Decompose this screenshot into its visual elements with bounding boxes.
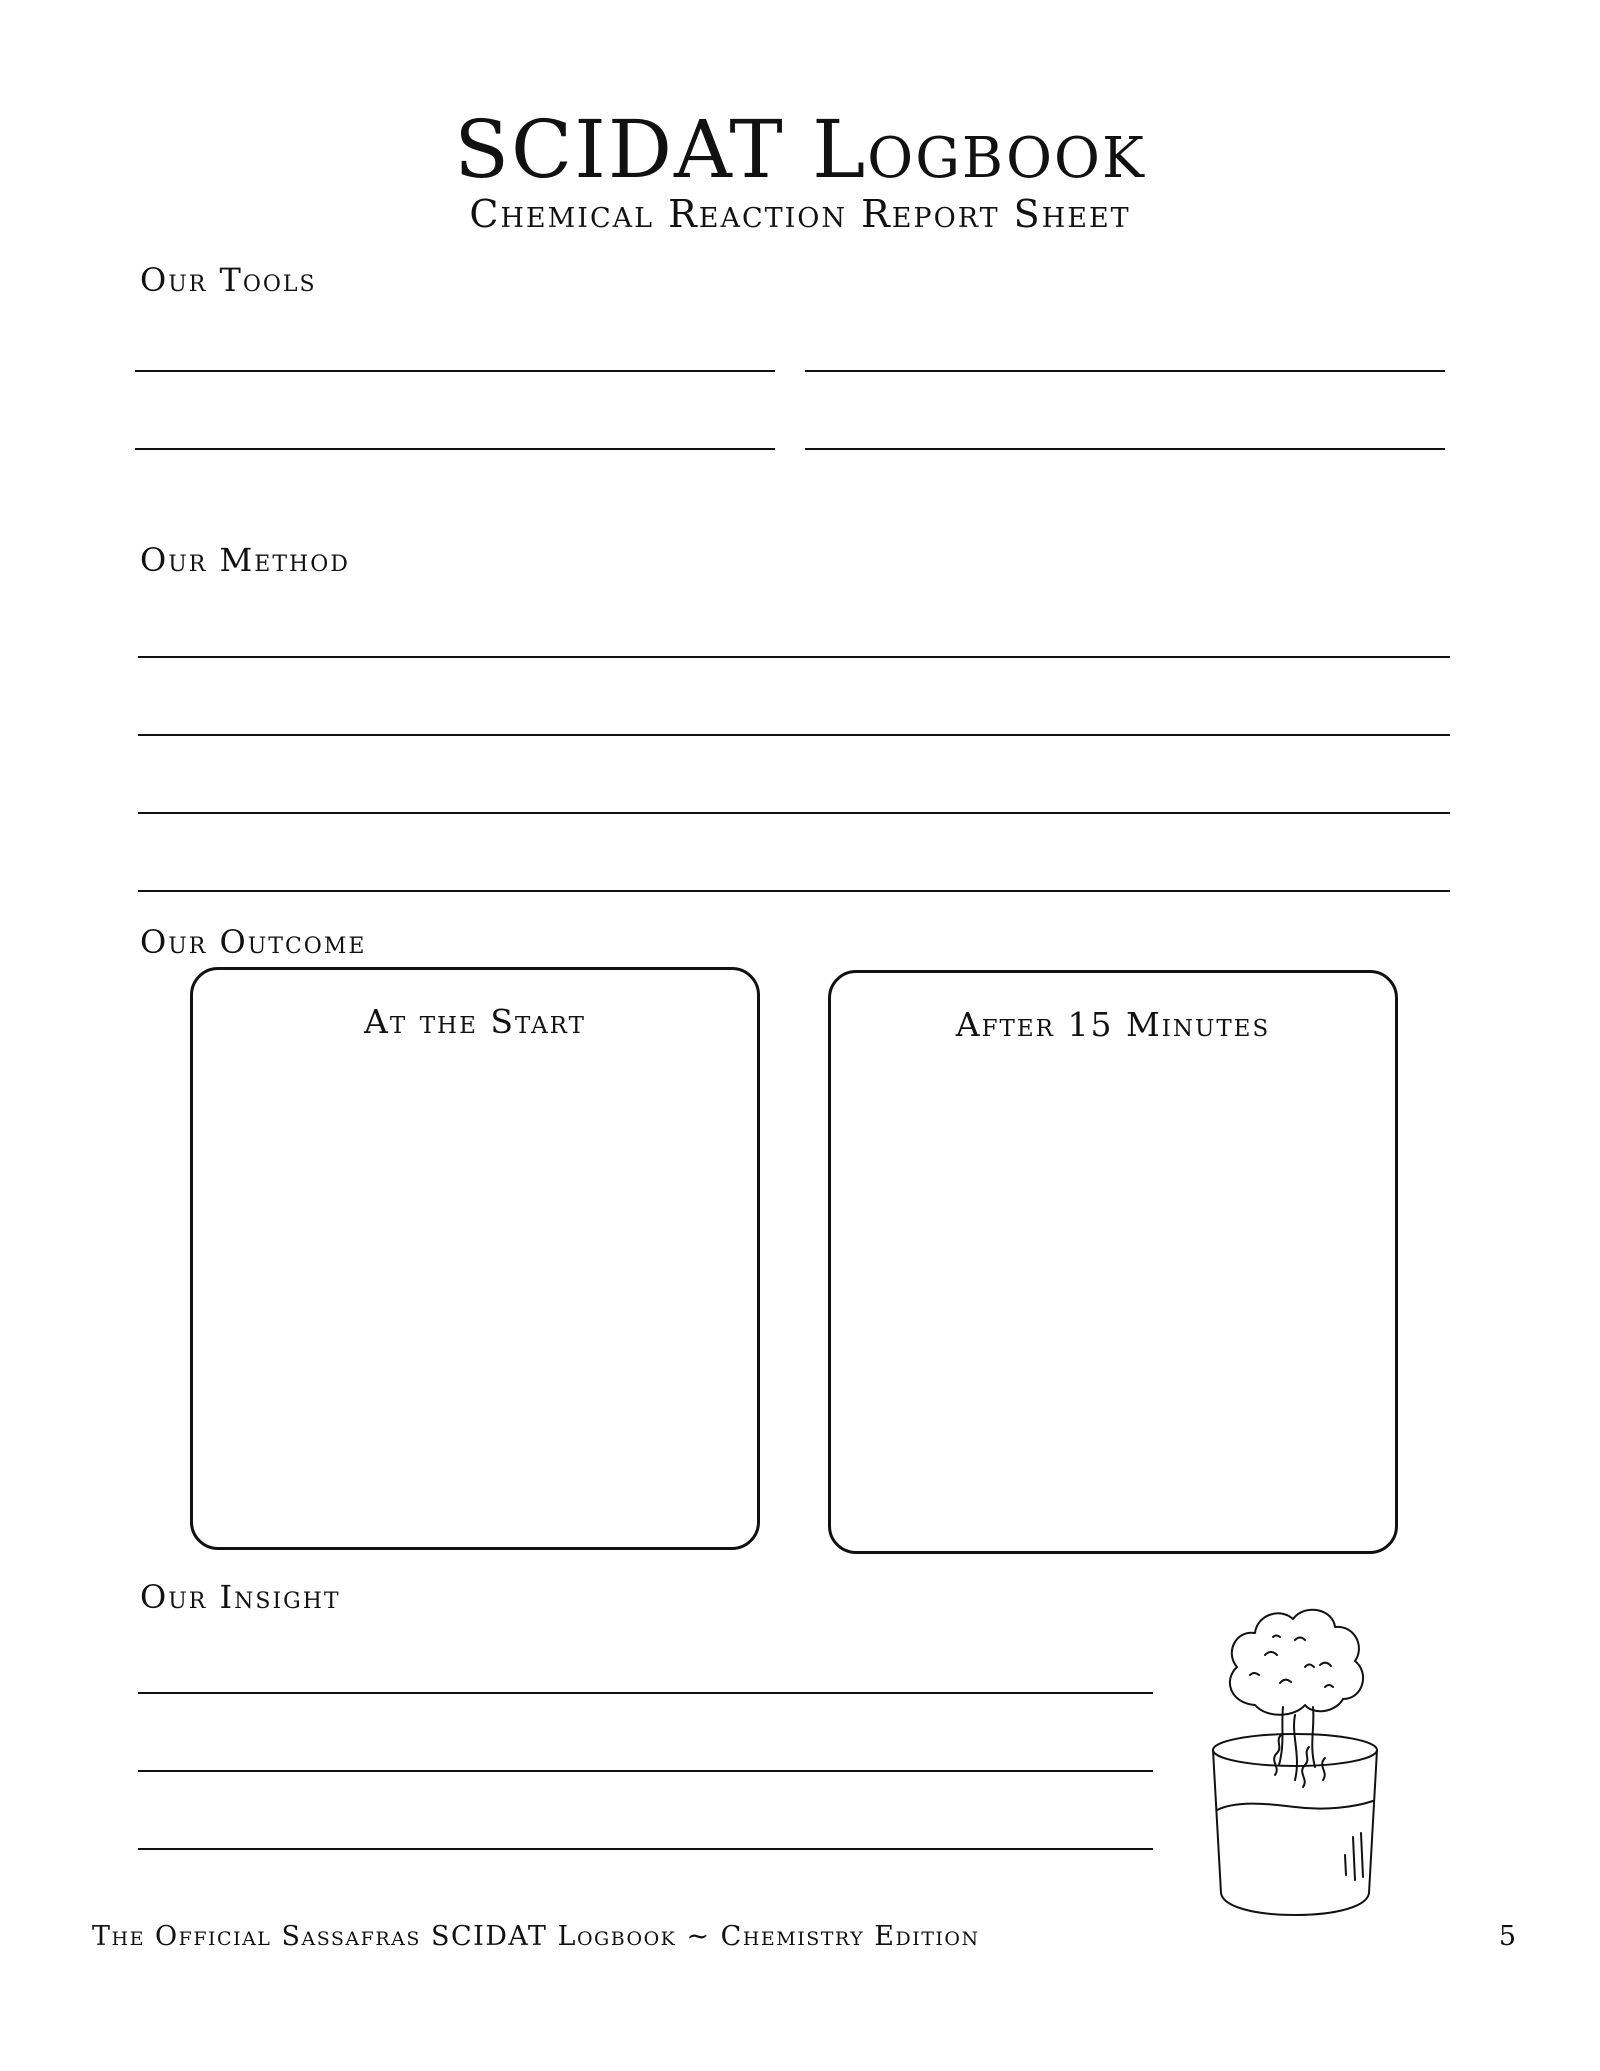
footer-text: The Official Sassafras SCIDAT Logbook ~ Chemistry Edition bbox=[92, 1921, 980, 1952]
insight-line-2[interactable] bbox=[138, 1770, 1153, 1772]
insight-heading: Our Insight bbox=[140, 1578, 341, 1616]
page-subtitle: Chemical Reaction Report Sheet bbox=[469, 192, 1131, 236]
page-title: SCIDAT Logbook bbox=[454, 103, 1146, 196]
after-box-label: After 15 Minutes bbox=[955, 1005, 1271, 1044]
method-heading: Our Method bbox=[140, 541, 350, 579]
insight-line-1[interactable] bbox=[138, 1692, 1153, 1694]
method-line-2[interactable] bbox=[138, 734, 1450, 736]
beaker-reaction-icon bbox=[1195, 1575, 1395, 1920]
tools-line-4[interactable] bbox=[805, 448, 1445, 450]
after-drawing-box[interactable] bbox=[828, 970, 1398, 1554]
start-drawing-box[interactable] bbox=[190, 967, 760, 1550]
start-box-label: At the Start bbox=[364, 1002, 586, 1041]
tools-heading: Our Tools bbox=[140, 261, 317, 299]
method-line-3[interactable] bbox=[138, 812, 1450, 814]
tools-line-2[interactable] bbox=[805, 370, 1445, 372]
page-number: 5 bbox=[1498, 1921, 1516, 1952]
tools-line-3[interactable] bbox=[135, 448, 775, 450]
outcome-heading: Our Outcome bbox=[140, 923, 367, 961]
insight-line-3[interactable] bbox=[138, 1848, 1153, 1850]
method-line-1[interactable] bbox=[138, 656, 1450, 658]
method-line-4[interactable] bbox=[138, 890, 1450, 892]
tools-line-1[interactable] bbox=[135, 370, 775, 372]
